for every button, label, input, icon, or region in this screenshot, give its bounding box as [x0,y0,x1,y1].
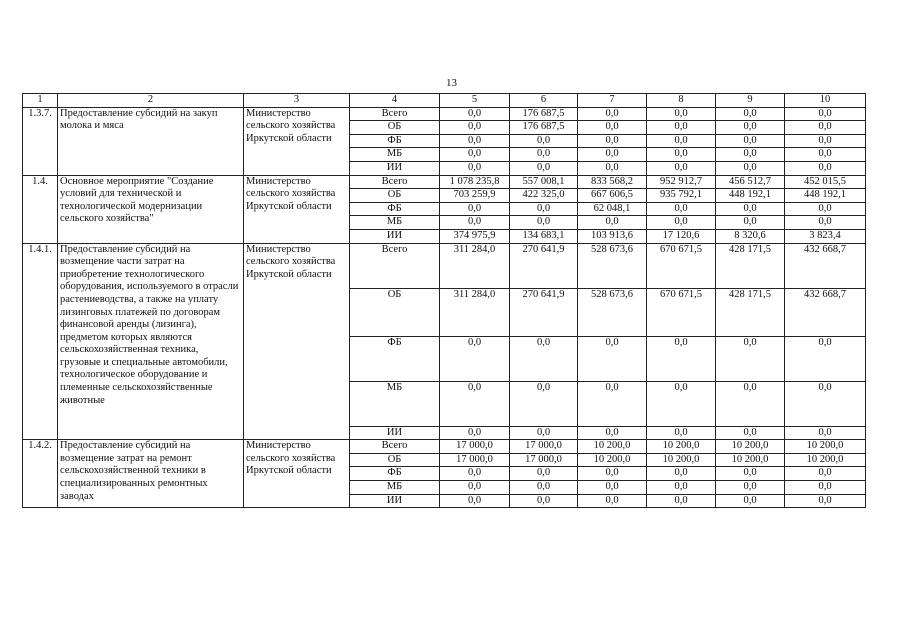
value-cell: 0,0 [647,121,716,135]
value-cell: 422 325,0 [510,189,578,203]
value-cell: 952 912,7 [647,175,716,189]
value-cell: 0,0 [785,121,866,135]
funding-source: ИИ [350,426,440,440]
funding-source: ФБ [350,336,440,381]
value-cell: 374 975,9 [440,229,510,243]
header-cell: 2 [58,94,244,108]
section-name: Основное мероприятие "Создание условий для технической и технологической модернизации сельского хозяйства" [58,175,244,243]
value-cell: 62 048,1 [578,202,647,216]
value-cell: 0,0 [647,494,716,508]
value-cell: 0,0 [785,467,866,481]
funding-source: ФБ [350,134,440,148]
value-cell: 0,0 [716,202,785,216]
funding-source: Всего [350,175,440,189]
value-cell: 10 200,0 [785,440,866,454]
value-cell: 0,0 [440,107,510,121]
value-cell: 0,0 [647,216,716,230]
value-cell: 1 078 235,8 [440,175,510,189]
funding-source: МБ [350,381,440,426]
funding-source: МБ [350,148,440,162]
value-cell: 0,0 [716,216,785,230]
value-cell: 0,0 [440,494,510,508]
value-cell: 17 000,0 [440,440,510,454]
value-cell: 0,0 [578,381,647,426]
budget-table [22,93,866,508]
value-cell: 0,0 [578,494,647,508]
value-cell: 10 200,0 [716,440,785,454]
value-cell: 0,0 [578,148,647,162]
value-cell: 0,0 [716,336,785,381]
funding-source: ИИ [350,494,440,508]
value-cell: 428 171,5 [716,288,785,336]
value-cell: 0,0 [440,381,510,426]
value-cell: 0,0 [510,336,578,381]
header-cell: 4 [350,94,440,108]
section-id: 1.3.7. [23,107,58,175]
header-row [23,94,866,108]
value-cell: 10 200,0 [578,453,647,467]
funding-source: МБ [350,216,440,230]
value-cell: 270 641,9 [510,243,578,288]
header-cell: 5 [440,94,510,108]
value-cell: 0,0 [785,161,866,175]
value-cell: 17 000,0 [510,440,578,454]
value-cell: 0,0 [785,381,866,426]
section-name: Предоставление субсидий на возмещение затрат на ремонт сельскохозяйственной техники в специализированных ремонтных заводах [58,440,244,508]
value-cell: 557 008,1 [510,175,578,189]
value-cell: 528 673,6 [578,288,647,336]
value-cell: 0,0 [647,148,716,162]
value-cell: 0,0 [647,202,716,216]
value-cell: 935 792,1 [647,189,716,203]
value-cell: 103 913,6 [578,229,647,243]
value-cell: 0,0 [440,121,510,135]
table-row [23,440,866,454]
value-cell: 0,0 [716,161,785,175]
value-cell: 0,0 [510,148,578,162]
value-cell: 667 606,5 [578,189,647,203]
funding-source: ИИ [350,161,440,175]
value-cell: 0,0 [440,480,510,494]
header-cell: 7 [578,94,647,108]
value-cell: 0,0 [440,202,510,216]
funding-source: ФБ [350,202,440,216]
header-cell: 8 [647,94,716,108]
value-cell: 0,0 [716,107,785,121]
table-row [23,243,866,288]
value-cell: 0,0 [578,134,647,148]
header-cell: 1 [23,94,58,108]
value-cell: 3 823,4 [785,229,866,243]
value-cell: 452 015,5 [785,175,866,189]
value-cell: 10 200,0 [716,453,785,467]
value-cell: 0,0 [440,426,510,440]
value-cell: 0,0 [578,426,647,440]
value-cell: 0,0 [578,216,647,230]
header-cell: 9 [716,94,785,108]
value-cell: 0,0 [510,216,578,230]
value-cell: 0,0 [510,161,578,175]
value-cell: 0,0 [510,467,578,481]
value-cell: 0,0 [440,161,510,175]
value-cell: 0,0 [440,336,510,381]
value-cell: 10 200,0 [647,453,716,467]
value-cell: 0,0 [578,121,647,135]
value-cell: 0,0 [510,494,578,508]
value-cell: 0,0 [716,148,785,162]
value-cell: 0,0 [510,381,578,426]
value-cell: 428 171,5 [716,243,785,288]
table-row [23,107,866,121]
value-cell: 311 284,0 [440,288,510,336]
section-executor: Министерство сельского хозяйства Иркутской области [244,243,350,440]
value-cell: 0,0 [716,467,785,481]
value-cell: 17 000,0 [440,453,510,467]
value-cell: 17 120,6 [647,229,716,243]
value-cell: 0,0 [785,494,866,508]
header-cell: 10 [785,94,866,108]
value-cell: 0,0 [716,381,785,426]
value-cell: 0,0 [578,161,647,175]
header-cell: 6 [510,94,578,108]
value-cell: 0,0 [647,467,716,481]
value-cell: 134 683,1 [510,229,578,243]
value-cell: 176 687,5 [510,107,578,121]
value-cell: 0,0 [785,426,866,440]
value-cell: 456 512,7 [716,175,785,189]
section-name: Предоставление субсидий на закуп молока и мяса [58,107,244,175]
value-cell: 703 259,9 [440,189,510,203]
value-cell: 0,0 [510,202,578,216]
table-row [23,175,866,189]
value-cell: 0,0 [647,107,716,121]
value-cell: 432 668,7 [785,288,866,336]
value-cell: 0,0 [578,480,647,494]
value-cell: 176 687,5 [510,121,578,135]
header-cell: 3 [244,94,350,108]
funding-source: Всего [350,243,440,288]
value-cell: 0,0 [647,480,716,494]
value-cell: 10 200,0 [578,440,647,454]
funding-source: ИИ [350,229,440,243]
value-cell: 448 192,1 [716,189,785,203]
value-cell: 0,0 [716,480,785,494]
value-cell: 0,0 [440,134,510,148]
section-executor: Министерство сельского хозяйства Иркутской области [244,107,350,175]
value-cell: 0,0 [785,107,866,121]
value-cell: 0,0 [716,134,785,148]
section-executor: Министерство сельского хозяйства Иркутской области [244,440,350,508]
page-number: 13 [446,77,457,89]
value-cell: 0,0 [785,134,866,148]
value-cell: 0,0 [716,426,785,440]
value-cell: 448 192,1 [785,189,866,203]
value-cell: 0,0 [440,467,510,481]
value-cell: 0,0 [510,134,578,148]
value-cell: 0,0 [510,480,578,494]
value-cell: 0,0 [785,202,866,216]
funding-source: ФБ [350,467,440,481]
value-cell: 432 668,7 [785,243,866,288]
value-cell: 0,0 [785,216,866,230]
section-id: 1.4. [23,175,58,243]
funding-source: ОБ [350,288,440,336]
value-cell: 0,0 [716,494,785,508]
value-cell: 0,0 [440,216,510,230]
value-cell: 528 673,6 [578,243,647,288]
value-cell: 0,0 [440,148,510,162]
value-cell: 0,0 [716,121,785,135]
value-cell: 833 568,2 [578,175,647,189]
section-id: 1.4.1. [23,243,58,440]
value-cell: 0,0 [785,336,866,381]
value-cell: 270 641,9 [510,288,578,336]
section-id: 1.4.2. [23,440,58,508]
value-cell: 0,0 [785,148,866,162]
value-cell: 0,0 [647,336,716,381]
value-cell: 0,0 [647,381,716,426]
value-cell: 0,0 [647,426,716,440]
value-cell: 0,0 [647,134,716,148]
value-cell: 17 000,0 [510,453,578,467]
funding-source: ОБ [350,453,440,467]
value-cell: 670 671,5 [647,288,716,336]
value-cell: 0,0 [510,426,578,440]
funding-source: ОБ [350,121,440,135]
value-cell: 8 320,6 [716,229,785,243]
funding-source: ОБ [350,189,440,203]
value-cell: 0,0 [578,336,647,381]
funding-source: Всего [350,440,440,454]
section-name: Предоставление субсидий на возмещение части затрат на приобретение технологического оборудования, используемого в отрасли растениеводства, а также на уплату лизинговых платежей по договорам финансовой аренды (лизинга), предметом которых являются сельскохозяйственная техника, грузовые и специальные автомобили, технологическое оборудование и племенные сельскохозяйственные животные [58,243,244,440]
value-cell: 0,0 [578,467,647,481]
value-cell: 0,0 [785,480,866,494]
funding-source: Всего [350,107,440,121]
value-cell: 0,0 [578,107,647,121]
value-cell: 10 200,0 [785,453,866,467]
value-cell: 10 200,0 [647,440,716,454]
value-cell: 0,0 [647,161,716,175]
value-cell: 311 284,0 [440,243,510,288]
section-executor: Министерство сельского хозяйства Иркутской области [244,175,350,243]
funding-source: МБ [350,480,440,494]
value-cell: 670 671,5 [647,243,716,288]
